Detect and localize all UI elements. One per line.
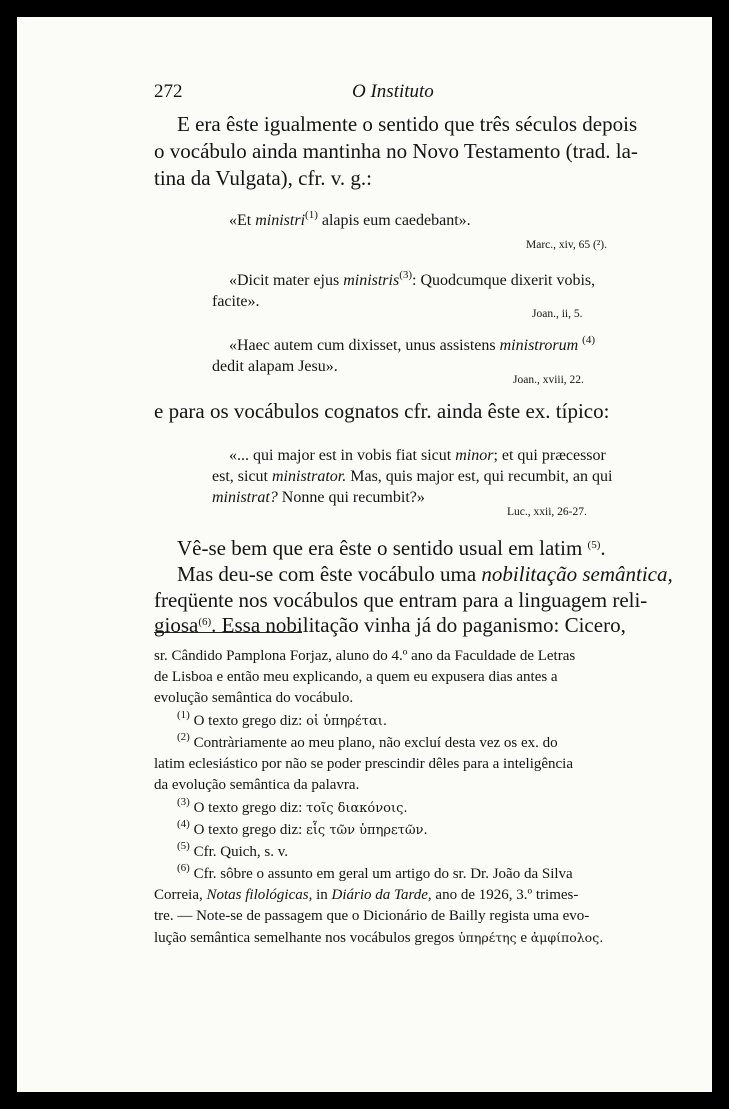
running-title: O Instituto — [352, 81, 434, 102]
footnote-4: $^{(4)}$ O texto grego diz: εἷς τῶν ὑπηρετῶν. — [177, 818, 428, 838]
quote2-line1: «Dicit mater ejus ministris$^{(3)}$: Quodcumque dixerit vobis, — [229, 269, 596, 289]
footnote-1: $^{(1)}$ O texto grego diz: οἱ ὑπηρέται. — [177, 709, 387, 729]
quote4-citation: Luc., xxii, 26-27. — [507, 506, 587, 518]
para2: e para os vocábulos cognatos cfr. ainda êste ex. típico: — [154, 399, 610, 423]
para1-line1: E era êste igualmente o sentido que três séculos depois — [177, 112, 638, 136]
para1-line3: tina da Vulgata), cfr. v. g.: — [154, 166, 373, 190]
page-header — [154, 81, 674, 111]
footnote-6-line2: Correia, Notas filológicas, in Diário da Tarde, ano de 1926, 3.º trimes- — [154, 887, 579, 903]
quote3-line1: «Haec autem cum dixisset, unus assistens ministrorum $^{(4)}$ — [229, 334, 595, 354]
para3-line2: Mas deu-se com êste vocábulo uma nobilitação semântica, — [177, 562, 673, 586]
quote1-citation: Marc., xiv, 65 (²). — [526, 239, 607, 251]
footnote-2-line1: $^{(2)}$ Contràriamente ao meu plano, não excluí desta vez os ex. do — [177, 731, 558, 751]
para3-line4: giosa$^{(6)}$. Essa nobilitação vinha já do paganismo: Cicero, — [154, 613, 626, 637]
quote4-line2: est, sicut ministrator. Mas, quis major est, qui recumbit, an qui — [212, 468, 613, 485]
quote4-line1: «... qui major est in vobis fiat sicut minor; et qui præcessor — [229, 447, 606, 464]
para1-line2: o vocábulo ainda mantinha no Novo Testamento (trad. la- — [154, 139, 638, 163]
quote4-line3: ministrat? Nonne qui recumbit?» — [212, 489, 425, 506]
footnote-separator — [154, 632, 302, 633]
quote2-line2: facite». — [212, 293, 260, 310]
footnote-2-line2: latim eclesiástico por não se poder prescindir dêles para a inteligência — [154, 756, 573, 772]
footnote-cont-line2: de Lisboa e então meu explicando, a quem eu expusera dias antes a — [154, 669, 558, 685]
footnote-2-line3: da evolução semântica da palavra. — [154, 777, 360, 793]
footnote-5: $^{(5)}$ Cfr. Quich, s. v. — [177, 840, 289, 860]
page — [17, 17, 712, 1092]
quote3-line2: dedit alapam Jesu». — [212, 358, 338, 375]
footnote-6-line1: $^{(6)}$ Cfr. sôbre o assunto em geral um artigo do sr. Dr. João da Silva — [177, 862, 573, 882]
footnote-cont-line1: sr. Cândido Pamplona Forjaz, aluno do 4.º ano da Faculdade de Letras — [154, 648, 576, 664]
page-number: 272 — [154, 81, 183, 102]
quote1: «Et ministri$^{(1)}$ alapis eum caedebant». — [229, 209, 471, 229]
footnote-cont-line3: evolução semântica do vocábulo. — [154, 690, 354, 706]
quote3-citation: Joan., xviii, 22. — [513, 374, 584, 386]
para3-line1: Vê-se bem que era êste o sentido usual em latim $^{(5)}$. — [177, 536, 606, 560]
footnote-3: $^{(3)}$ O texto grego diz: τοῖς διακόνοις. — [177, 796, 408, 816]
footnote-6-line4: lução semântica semelhante nos vocábulos gregos ὑπηρέτης e ἀμφίπολος. — [154, 930, 604, 946]
footnote-6-line3: tre. — Note-se de passagem que o Dicionário de Bailly regista uma evo- — [154, 908, 590, 924]
quote2-citation: Joan., ii, 5. — [532, 308, 583, 320]
para3-line3: freqüente nos vocábulos que entram para a linguagem reli- — [154, 588, 648, 612]
